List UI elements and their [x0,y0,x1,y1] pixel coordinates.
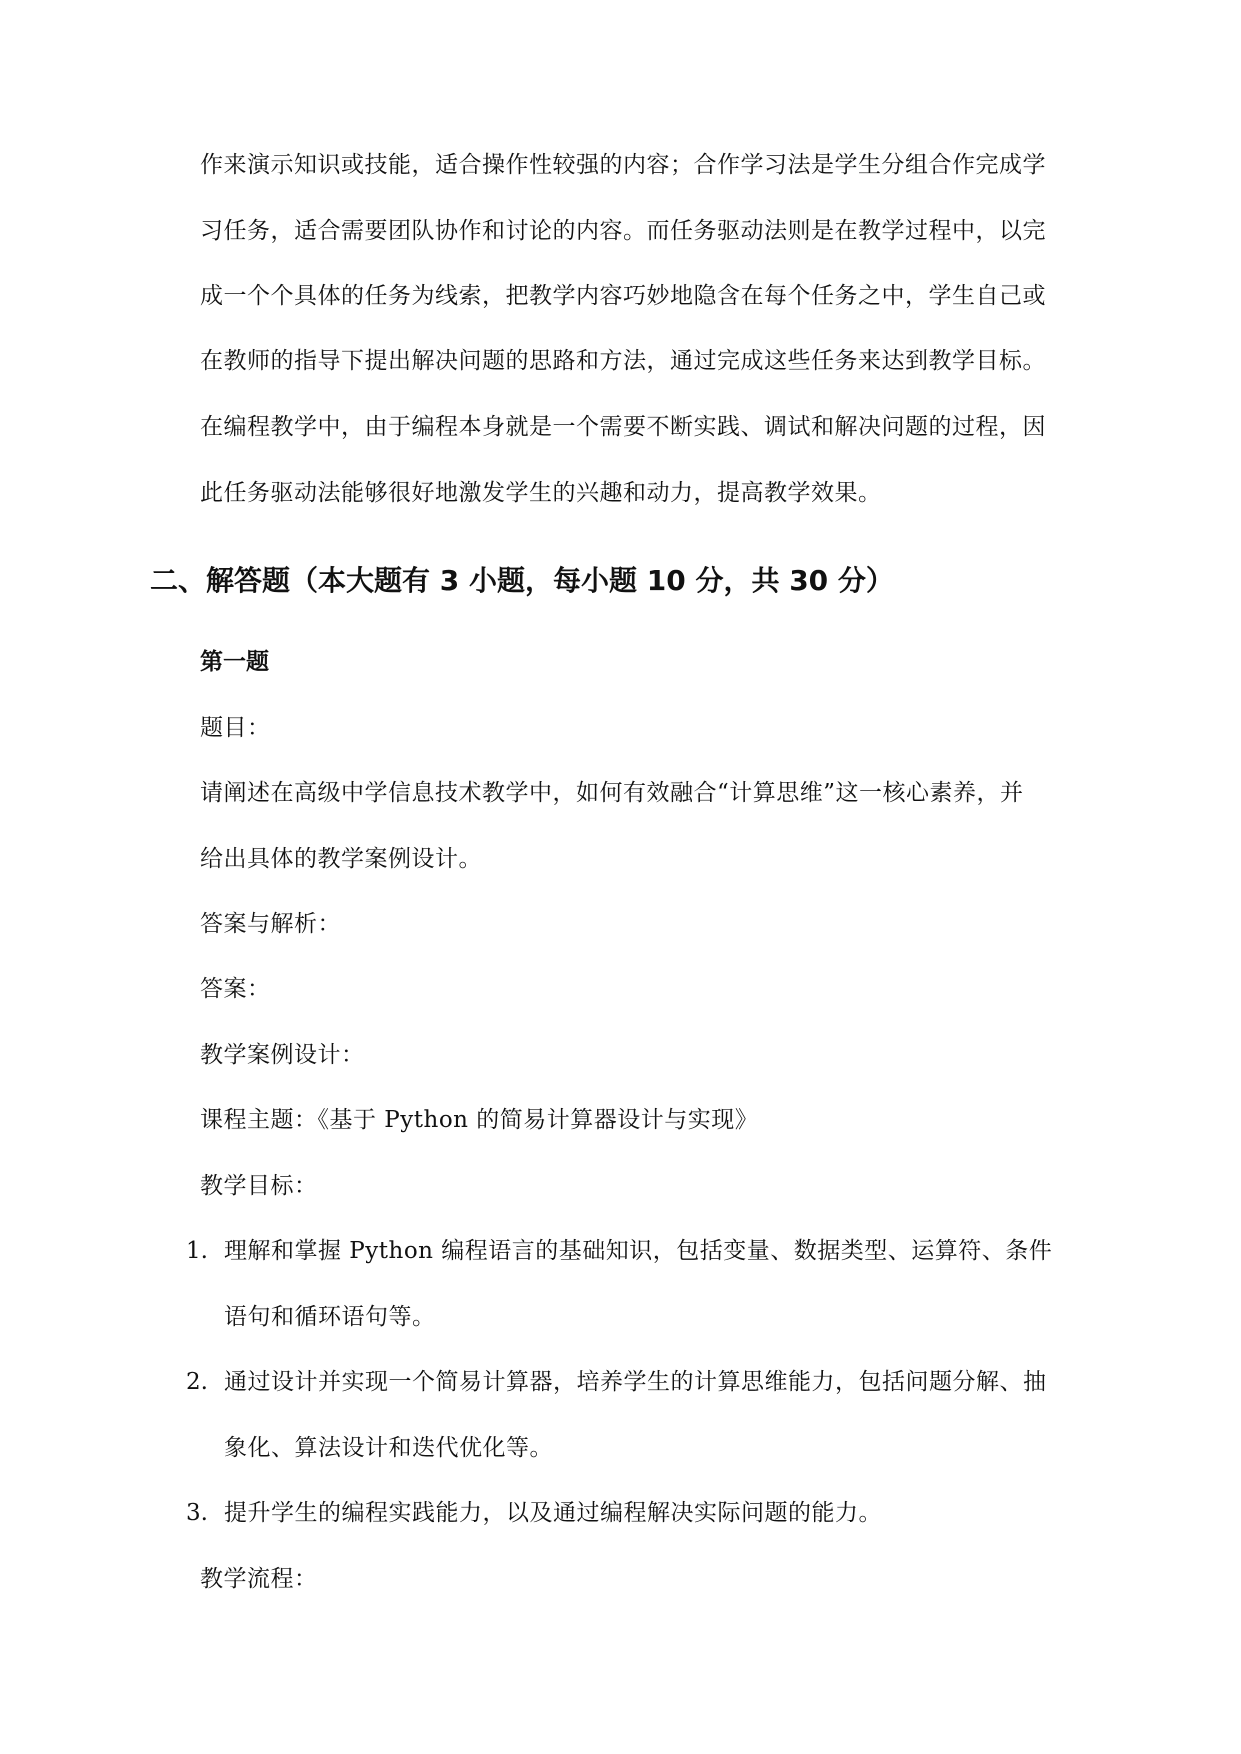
process-label: 教学流程： [200,1566,318,1592]
list-item-line: 象化、算法设计和迭代优化等。 [224,1435,553,1461]
list-number: 3. [186,1500,208,1526]
section-heading: 二、解答题（本大题有 3 小题，每小题 10 分，共 30 分） [150,564,894,597]
list-item-line: 通过设计并实现一个简易计算器，培养学生的计算思维能力，包括问题分解、抽 [224,1369,1047,1395]
question-title: 第一题 [200,649,269,675]
paragraph-line: 成一个个具体的任务为线索，把教学内容巧妙地隐含在每个任务之中，学生自己或 [200,283,1046,309]
paragraph-line: 习任务，适合需要团队协作和讨论的内容。而任务驱动法则是在教学过程中，以完 [200,218,1046,244]
question-prompt-line: 给出具体的教学案例设计。 [200,846,482,872]
paragraph-line: 在教师的指导下提出解决问题的思路和方法，通过完成这些任务来达到教学目标。 [200,348,1046,374]
list-item-line: 提升学生的编程实践能力，以及通过编程解决实际问题的能力。 [224,1500,882,1526]
question-label: 题目： [200,715,271,741]
case-design-label: 教学案例设计： [200,1042,365,1068]
question-prompt-line: 请阐述在高级中学信息技术教学中，如何有效融合“计算思维”这一核心素养，并 [200,780,1024,806]
answer-label: 答案： [200,976,271,1002]
list-item-line: 语句和循环语句等。 [224,1304,436,1330]
list-number: 2. [186,1369,208,1395]
paragraph-line: 此任务驱动法能够很好地激发学生的兴趣和动力，提高教学效果。 [200,480,882,506]
course-topic: 课程主题：《基于 Python 的简易计算器设计与实现》 [200,1107,759,1133]
list-item-line: 理解和掌握 Python 编程语言的基础知识，包括变量、数据类型、运算符、条件 [224,1238,1053,1264]
objectives-label: 教学目标： [200,1173,318,1199]
answer-analysis-label: 答案与解析： [200,911,341,937]
list-number: 1. [186,1238,208,1264]
paragraph-line: 作来演示知识或技能，适合操作性较强的内容；合作学习法是学生分组合作完成学 [200,152,1046,178]
paragraph-line: 在编程教学中，由于编程本身就是一个需要不断实践、调试和解决问题的过程，因 [200,414,1046,440]
